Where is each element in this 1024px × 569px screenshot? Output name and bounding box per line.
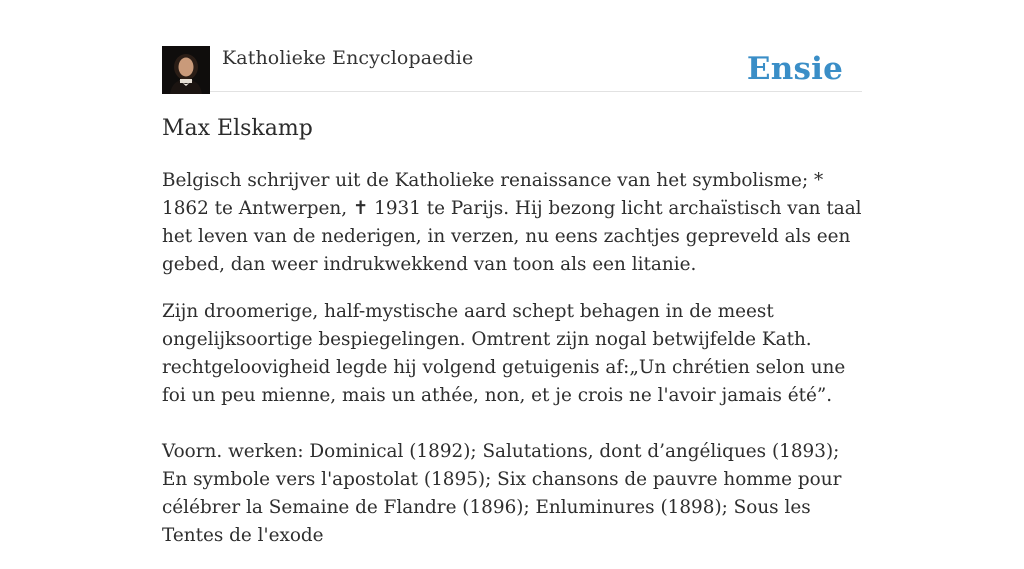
portrait-avatar-icon[interactable] <box>162 46 210 94</box>
page <box>162 0 862 546</box>
paragraph: Belgisch schrijver uit de Katholieke renaissance van het symbolisme; * 1862 te Antwerpen, ✝ 1931 te Parijs. Hij bezong licht archaïstisch van taal het leven van de nederigen, in verzen, nu eens zachtjes gepreveld als een gebed, dan weer indrukwekkend van toon als een litanie. <box>162 170 862 275</box>
page-title: Max Elskamp <box>162 116 313 141</box>
article-body <box>162 167 862 569</box>
brand-logo[interactable]: Ensie <box>746 51 843 87</box>
paragraph: Zijn droomerige, half-mystische aard schept behagen in de meest ongelijksoortige bespiegelingen. Omtrent zijn nogal betwijfelde Kath. rechtgeloovigheid legde hij volgend getuigenis af:„Un chrétien selon une foi un peu mienne, mais un athée, non, et je crois ne l'avoir jamais été”. <box>162 301 846 406</box>
header <box>162 46 862 92</box>
source-name[interactable]: Katholieke Encyclopaedie <box>222 47 474 69</box>
paragraph: Voorn. werken: Dominical (1892); Salutations, dont d’angéliques (1893); En symbole vers l'apostolat (1895); Six chansons de pauvre homme pour célébrer la Semaine de Flandre (1896); Enluminures (1898); Sous les Tentes de l'exode <box>162 441 842 546</box>
